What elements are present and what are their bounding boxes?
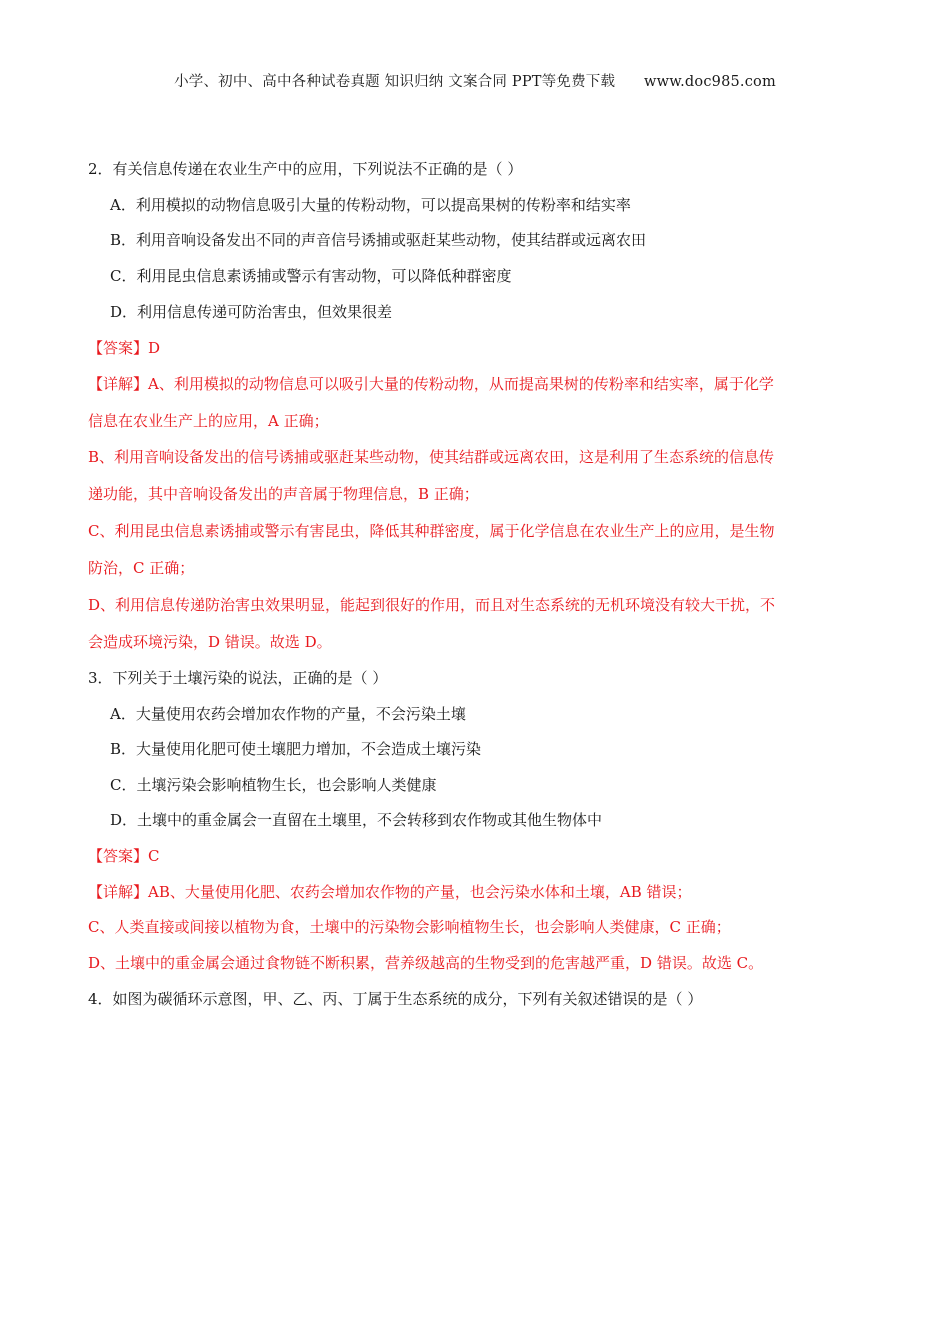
q3-option-b: B．大量使用化肥可使土壤肥力增加，不会造成土壤污染 [110,740,482,758]
q4-stem: 4．如图为碳循环示意图，甲、乙、丙、丁属于生态系统的成分，下列有关叙述错误的是（ ） [88,990,703,1008]
q3-option-d: D．土壤中的重金属会一直留在土壤里，不会转移到农作物或其他生物体中 [110,811,603,829]
header-site[interactable]: www.doc985.com [643,74,776,90]
q2-option-b: B．利用音响设备发出不同的声音信号诱捕或驱赶某些动物，使其结群或远离农田 [110,231,647,249]
q2-answer: 【答案】D [88,339,161,357]
q3-explain-line: 【详解】AB、大量使用化肥、农药会增加农作物的产量，也会污染水体和土壤，AB 错误； [88,883,692,901]
page-header [0,70,950,91]
q2-option-c: C．利用昆虫信息素诱捕或警示有害动物，可以降低种群密度 [110,267,512,285]
q3-explain-line: D、土壤中的重金属会通过食物链不断积累，营养级越高的生物受到的危害越严重，D 错误。故选 C。 [88,954,764,972]
q2-explain-line: 防治，C 正确； [88,559,195,577]
q2-stem: 2．有关信息传递在农业生产中的应用，下列说法不正确的是（ ） [88,160,523,178]
q2-explain-line: 信息在农业生产上的应用，A 正确； [88,412,329,430]
q2-explain-line: 递功能，其中音响设备发出的声音属于物理信息，B 正确； [88,485,479,503]
q3-option-a: A．大量使用农药会增加农作物的产量，不会污染土壤 [110,705,466,723]
q3-explain-line: C、人类直接或间接以植物为食，土壤中的污染物会影响植物生长，也会影响人类健康，C 正确； [88,918,731,936]
q3-stem: 3．下列关于土壤污染的说法，正确的是（ ） [88,669,388,687]
q2-explain-line: 【详解】A、利用模拟的动物信息可以吸引大量的传粉动物，从而提高果树的传粉率和结实率，属于化学 [88,375,774,393]
q2-explain-line: D、利用信息传递防治害虫效果明显，能起到很好的作用，而且对生态系统的无机环境没有较大干扰，不 [88,596,776,614]
q2-explain-line: B、利用音响设备发出的信号诱捕或驱赶某些动物，使其结群或远离农田，这是利用了生态系统的信息传 [88,448,775,466]
header-text: 小学、初中、高中各种试卷真题 知识归纳 文案合同 PPT等免费下载 [174,74,616,90]
q2-option-a: A．利用模拟的动物信息吸引大量的传粉动物，可以提高果树的传粉率和结实率 [110,196,631,214]
q2-explain-line: C、利用昆虫信息素诱捕或警示有害昆虫，降低其种群密度，属于化学信息在农业生产上的应用，是生物 [88,522,775,540]
q2-option-d: D．利用信息传递可防治害虫，但效果很差 [110,303,393,321]
q3-answer: 【答案】C [88,847,160,865]
q3-option-c: C．土壤污染会影响植物生长，也会影响人类健康 [110,776,437,794]
q2-explain-line: 会造成环境污染，D 错误。故选 D。 [88,633,332,651]
